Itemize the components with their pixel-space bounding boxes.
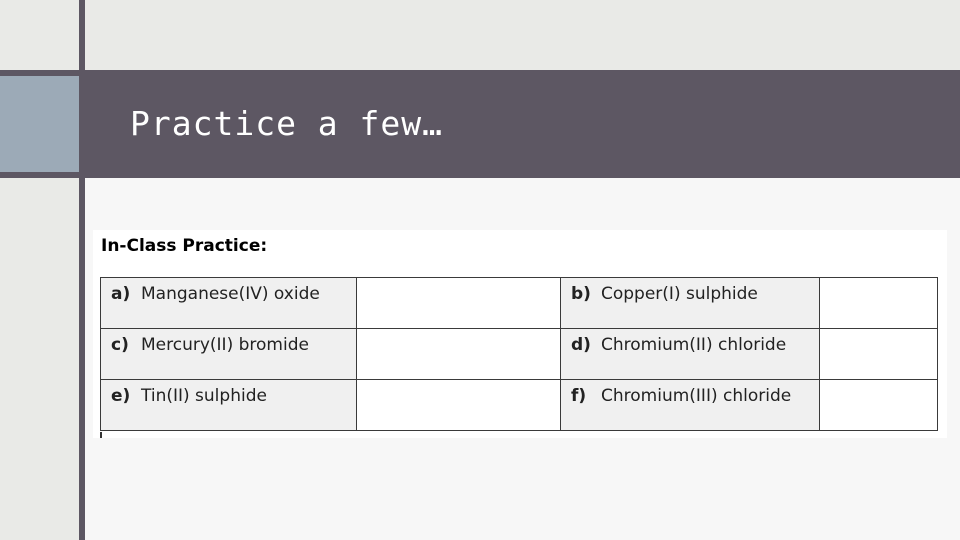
question-cell [101,329,357,380]
slide-title: Practice a few… [130,104,444,143]
question-letter: e) [111,386,131,406]
question-cell [101,278,357,329]
table-edge-mark [100,432,102,438]
question-cell [561,329,820,380]
answer-cell [820,380,938,431]
question-cell [561,380,820,431]
compound-name: Mercury(II) bromide [141,335,309,355]
question-cell [101,380,357,431]
answer-cell [357,380,561,431]
answer-cell [357,278,561,329]
accent-block [0,76,79,172]
table-row [101,380,938,431]
compound-name: Tin(II) sulphide [141,386,267,406]
answer-cell [820,278,938,329]
table-row [101,278,938,329]
question-letter: f) [571,386,587,406]
compound-name: Chromium(III) chloride [601,386,792,406]
answer-cell [357,329,561,380]
compound-name: Manganese(IV) oxide [141,284,320,304]
question-letter: a) [111,284,131,304]
practice-table [100,277,938,431]
question-letter: c) [111,335,129,355]
compound-name: Chromium(II) chloride [601,335,787,355]
compound-name: Copper(I) sulphide [601,284,758,304]
answer-cell [820,329,938,380]
question-cell [561,278,820,329]
question-letter: d) [571,335,591,355]
table-row [101,329,938,380]
top-band [85,0,960,70]
question-letter: b) [571,284,591,304]
worksheet-heading: In-Class Practice: [101,236,268,256]
